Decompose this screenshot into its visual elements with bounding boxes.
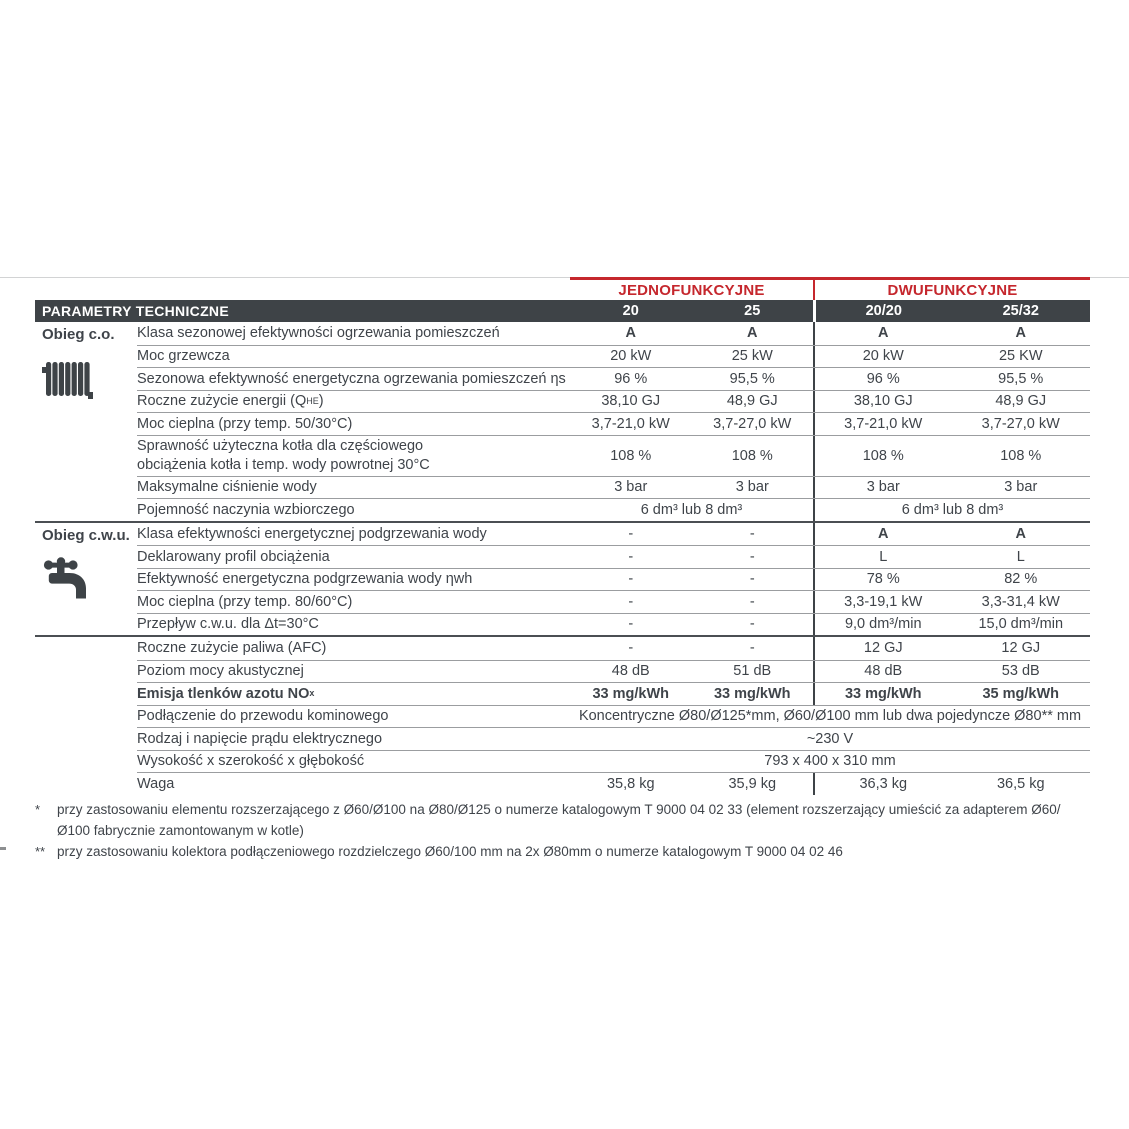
table-row — [137, 727, 1090, 750]
value-cell: 3,3-19,1 kW — [813, 591, 952, 613]
value-cell: 20 kW — [610, 348, 652, 365]
row-label: Sprawność użyteczna kotła dla częściowego obciążenia kotła i temp. wody powrotnej 30°C — [137, 438, 430, 473]
value-cell: - — [749, 593, 755, 610]
row-label: Moc cieplna (przy temp. 50/30°C) — [137, 415, 353, 432]
value-cell: L — [813, 546, 952, 568]
section-obieg-cwu — [35, 521, 1090, 636]
value-cell: A — [1015, 525, 1026, 542]
group-header-dwufunkcyjne: DWUFUNKCYJNE — [813, 277, 1090, 300]
faucet-icon — [42, 555, 88, 603]
value-cell: 48 dB — [611, 663, 650, 680]
value-cell: 15,0 dm³/min — [978, 616, 1064, 633]
section-rows-co — [137, 322, 1090, 521]
row-label: Roczne zużycie paliwa (AFC) — [137, 640, 327, 657]
section-rows-cwu — [137, 523, 1090, 636]
value-cell: 108 % — [1000, 447, 1042, 464]
value-cell: 35,9 kg — [728, 775, 777, 792]
table-title: PARAMETRY TECHNICZNE — [42, 303, 229, 319]
value-cell: 36,5 kg — [996, 775, 1045, 792]
footnotes — [35, 799, 1093, 862]
row-label: Efektywność energetyczna podgrzewania wody ηwh — [137, 571, 473, 588]
table-row — [137, 345, 1090, 368]
value-cell: 78 % — [813, 569, 952, 591]
section-name-co: Obieg c.o. — [42, 326, 115, 343]
row-label: Moc cieplna (przy temp. 80/60°C) — [137, 593, 353, 610]
value-cell: 38,10 GJ — [601, 393, 661, 410]
table-row — [137, 590, 1090, 613]
value-cell: - — [628, 593, 634, 610]
value-cell: 33 mg/kWh — [813, 683, 952, 705]
footnote-text: przy zastosowaniu kolektora podłączeniowego rozdzielczego Ø60/100 mm na 2x Ø80mm o numerze katalogowym T 9000 04 02 46 — [57, 844, 843, 859]
value-cell: 35,8 kg — [606, 775, 655, 792]
value-cell: - — [749, 571, 755, 588]
value-cell: A — [1015, 325, 1026, 342]
value-cell: 96 % — [813, 368, 952, 390]
value-cell: - — [628, 616, 634, 633]
subscript: HE — [306, 395, 319, 406]
value-cell: 3,7-27,0 kW — [981, 415, 1060, 432]
table-row — [137, 682, 1090, 705]
value-cell: 38,10 GJ — [813, 391, 952, 413]
row-label: Waga — [137, 775, 175, 792]
table-row — [137, 523, 1090, 546]
section-general — [35, 635, 1090, 795]
footnote-text: przy zastosowaniu elementu rozszerzającego z Ø60/Ø100 na Ø80/Ø125 o numerze katalogowym T 9000 04 02 33 (element rozszerzający umieścić za adapterem Ø60/Ø100 fabrycznie zamontowanym w kotle) — [57, 802, 1061, 838]
value-cell: 36,3 kg — [813, 773, 952, 795]
row-label: Wysokość x szerokość x głębokość — [137, 753, 365, 770]
row-label: Klasa sezonowej efektywności ogrzewania pomieszczeń — [137, 325, 500, 342]
column-header-25-32: 25/32 — [1002, 303, 1039, 319]
table-row — [137, 435, 1090, 476]
value-cell: - — [628, 571, 634, 588]
table-row — [137, 367, 1090, 390]
value-cell: 3,7-27,0 kW — [713, 415, 792, 432]
value-cell: 25 kW — [731, 348, 773, 365]
value-cell: 3,7-21,0 kW — [591, 415, 670, 432]
row-label: Poziom mocy akustycznej — [137, 663, 304, 680]
value-cell: 35 mg/kWh — [982, 685, 1060, 702]
row-label: Pojemność naczynia wzbiorczego — [137, 501, 355, 518]
value-cell-span2: 6 dm³ lub 8 dm³ — [813, 499, 1090, 521]
row-label: Przepływ c.w.u. dla Δt=30°C — [137, 616, 319, 633]
row-label: Roczne zużycie energii (Q HE ) — [137, 393, 324, 410]
table-row — [137, 545, 1090, 568]
table-row — [137, 498, 1090, 521]
table-row — [137, 772, 1090, 795]
table-row — [137, 637, 1090, 660]
value-cell-span4: Koncentryczne Ø80/Ø125*mm, Ø60/Ø100 mm lub dwa pojedyncze Ø80** mm — [578, 708, 1082, 725]
value-cell-span4: 793 x 400 x 310 mm — [764, 753, 896, 770]
value-cell: - — [749, 616, 755, 633]
value-cell: 3,7-21,0 kW — [813, 413, 952, 435]
row-label: Maksymalne ciśnienie wody — [137, 479, 317, 496]
value-cell: A — [747, 325, 758, 342]
value-cell: - — [628, 548, 634, 565]
value-cell: 33 mg/kWh — [592, 685, 670, 702]
row-label: Podłączenie do przewodu kominowego — [137, 708, 389, 725]
value-cell-span2: 6 dm³ lub 8 dm³ — [640, 501, 743, 518]
column-header-20-20: 20/20 — [813, 300, 952, 322]
value-cell: - — [749, 640, 755, 657]
footnote-marker: * — [35, 802, 41, 817]
value-cell: 3 bar — [1004, 479, 1038, 496]
value-cell: 108 % — [813, 436, 952, 476]
value-cell: 12 GJ — [1001, 640, 1041, 657]
page-edge-artifact — [0, 847, 6, 850]
value-cell: 95,5 % — [998, 370, 1044, 387]
value-cell: A — [813, 322, 952, 345]
value-cell: 48 dB — [813, 661, 952, 683]
value-cell: 3 bar — [735, 479, 769, 496]
section-side-general — [35, 637, 137, 795]
row-label: Klasa efektywności energetycznej podgrzewania wody — [137, 525, 487, 542]
column-header-25: 25 — [744, 303, 761, 319]
row-label: Emisja tlenków azotu NO x — [137, 685, 315, 702]
value-cell: - — [628, 640, 634, 657]
table-row — [137, 750, 1090, 773]
row-label: Deklarowany profil obciążenia — [137, 548, 330, 565]
section-side-co — [35, 322, 137, 521]
value-cell: 33 mg/kWh — [713, 685, 791, 702]
radiator-icon — [42, 360, 94, 400]
row-label: Moc grzewcza — [137, 348, 230, 365]
value-cell: - — [628, 525, 634, 542]
value-cell: 96 % — [614, 370, 648, 387]
value-cell: 48,9 GJ — [726, 393, 778, 410]
value-cell: 9,0 dm³/min — [813, 614, 952, 636]
value-cell: 3 bar — [813, 477, 952, 499]
value-cell: 3 bar — [614, 479, 648, 496]
technical-parameters-table — [35, 300, 1090, 795]
value-cell: A — [813, 523, 952, 546]
value-cell: L — [1016, 548, 1025, 565]
value-cell: - — [749, 525, 755, 542]
value-cell: 108 % — [610, 447, 652, 464]
group-header-jednofunkcyjne: JEDNOFUNKCYJNE — [570, 277, 813, 300]
value-cell: 20 kW — [813, 346, 952, 368]
value-cell: 53 dB — [1001, 663, 1040, 680]
table-row — [137, 390, 1090, 413]
value-cell: 51 dB — [733, 663, 772, 680]
section-obieg-co — [35, 322, 1090, 521]
table-row — [137, 412, 1090, 435]
footnote — [35, 841, 1093, 862]
value-cell: 95,5 % — [729, 370, 775, 387]
section-name-cwu: Obieg c.w.u. — [42, 526, 130, 544]
table-header-bar — [35, 300, 1090, 322]
footnote — [35, 799, 1093, 841]
section-rows-general — [137, 637, 1090, 795]
value-cell: - — [749, 548, 755, 565]
table-row — [137, 613, 1090, 636]
subscript: x — [309, 688, 315, 699]
value-cell: A — [625, 325, 636, 342]
footnote-marker: ** — [35, 844, 46, 859]
table-row — [137, 660, 1090, 683]
row-label: Rodzaj i napięcie prądu elektrycznego — [137, 730, 383, 747]
value-cell: 12 GJ — [813, 637, 952, 660]
value-cell-span4: ~230 V — [806, 730, 854, 747]
value-cell: 3,3-31,4 kW — [981, 593, 1060, 610]
table-row — [137, 476, 1090, 499]
row-label: Sezonowa efektywność energetyczna ogrzewania pomieszczeń ηs — [137, 370, 566, 387]
value-cell: 25 KW — [998, 348, 1043, 365]
group-header-band — [570, 277, 1090, 300]
section-side-cwu — [35, 523, 137, 636]
value-cell: 108 % — [731, 447, 773, 464]
table-row — [137, 705, 1090, 728]
column-header-20: 20 — [622, 303, 639, 319]
table-row — [137, 568, 1090, 591]
value-cell: 82 % — [1004, 571, 1038, 588]
table-row — [137, 322, 1090, 345]
value-cell: 48,9 GJ — [995, 393, 1047, 410]
